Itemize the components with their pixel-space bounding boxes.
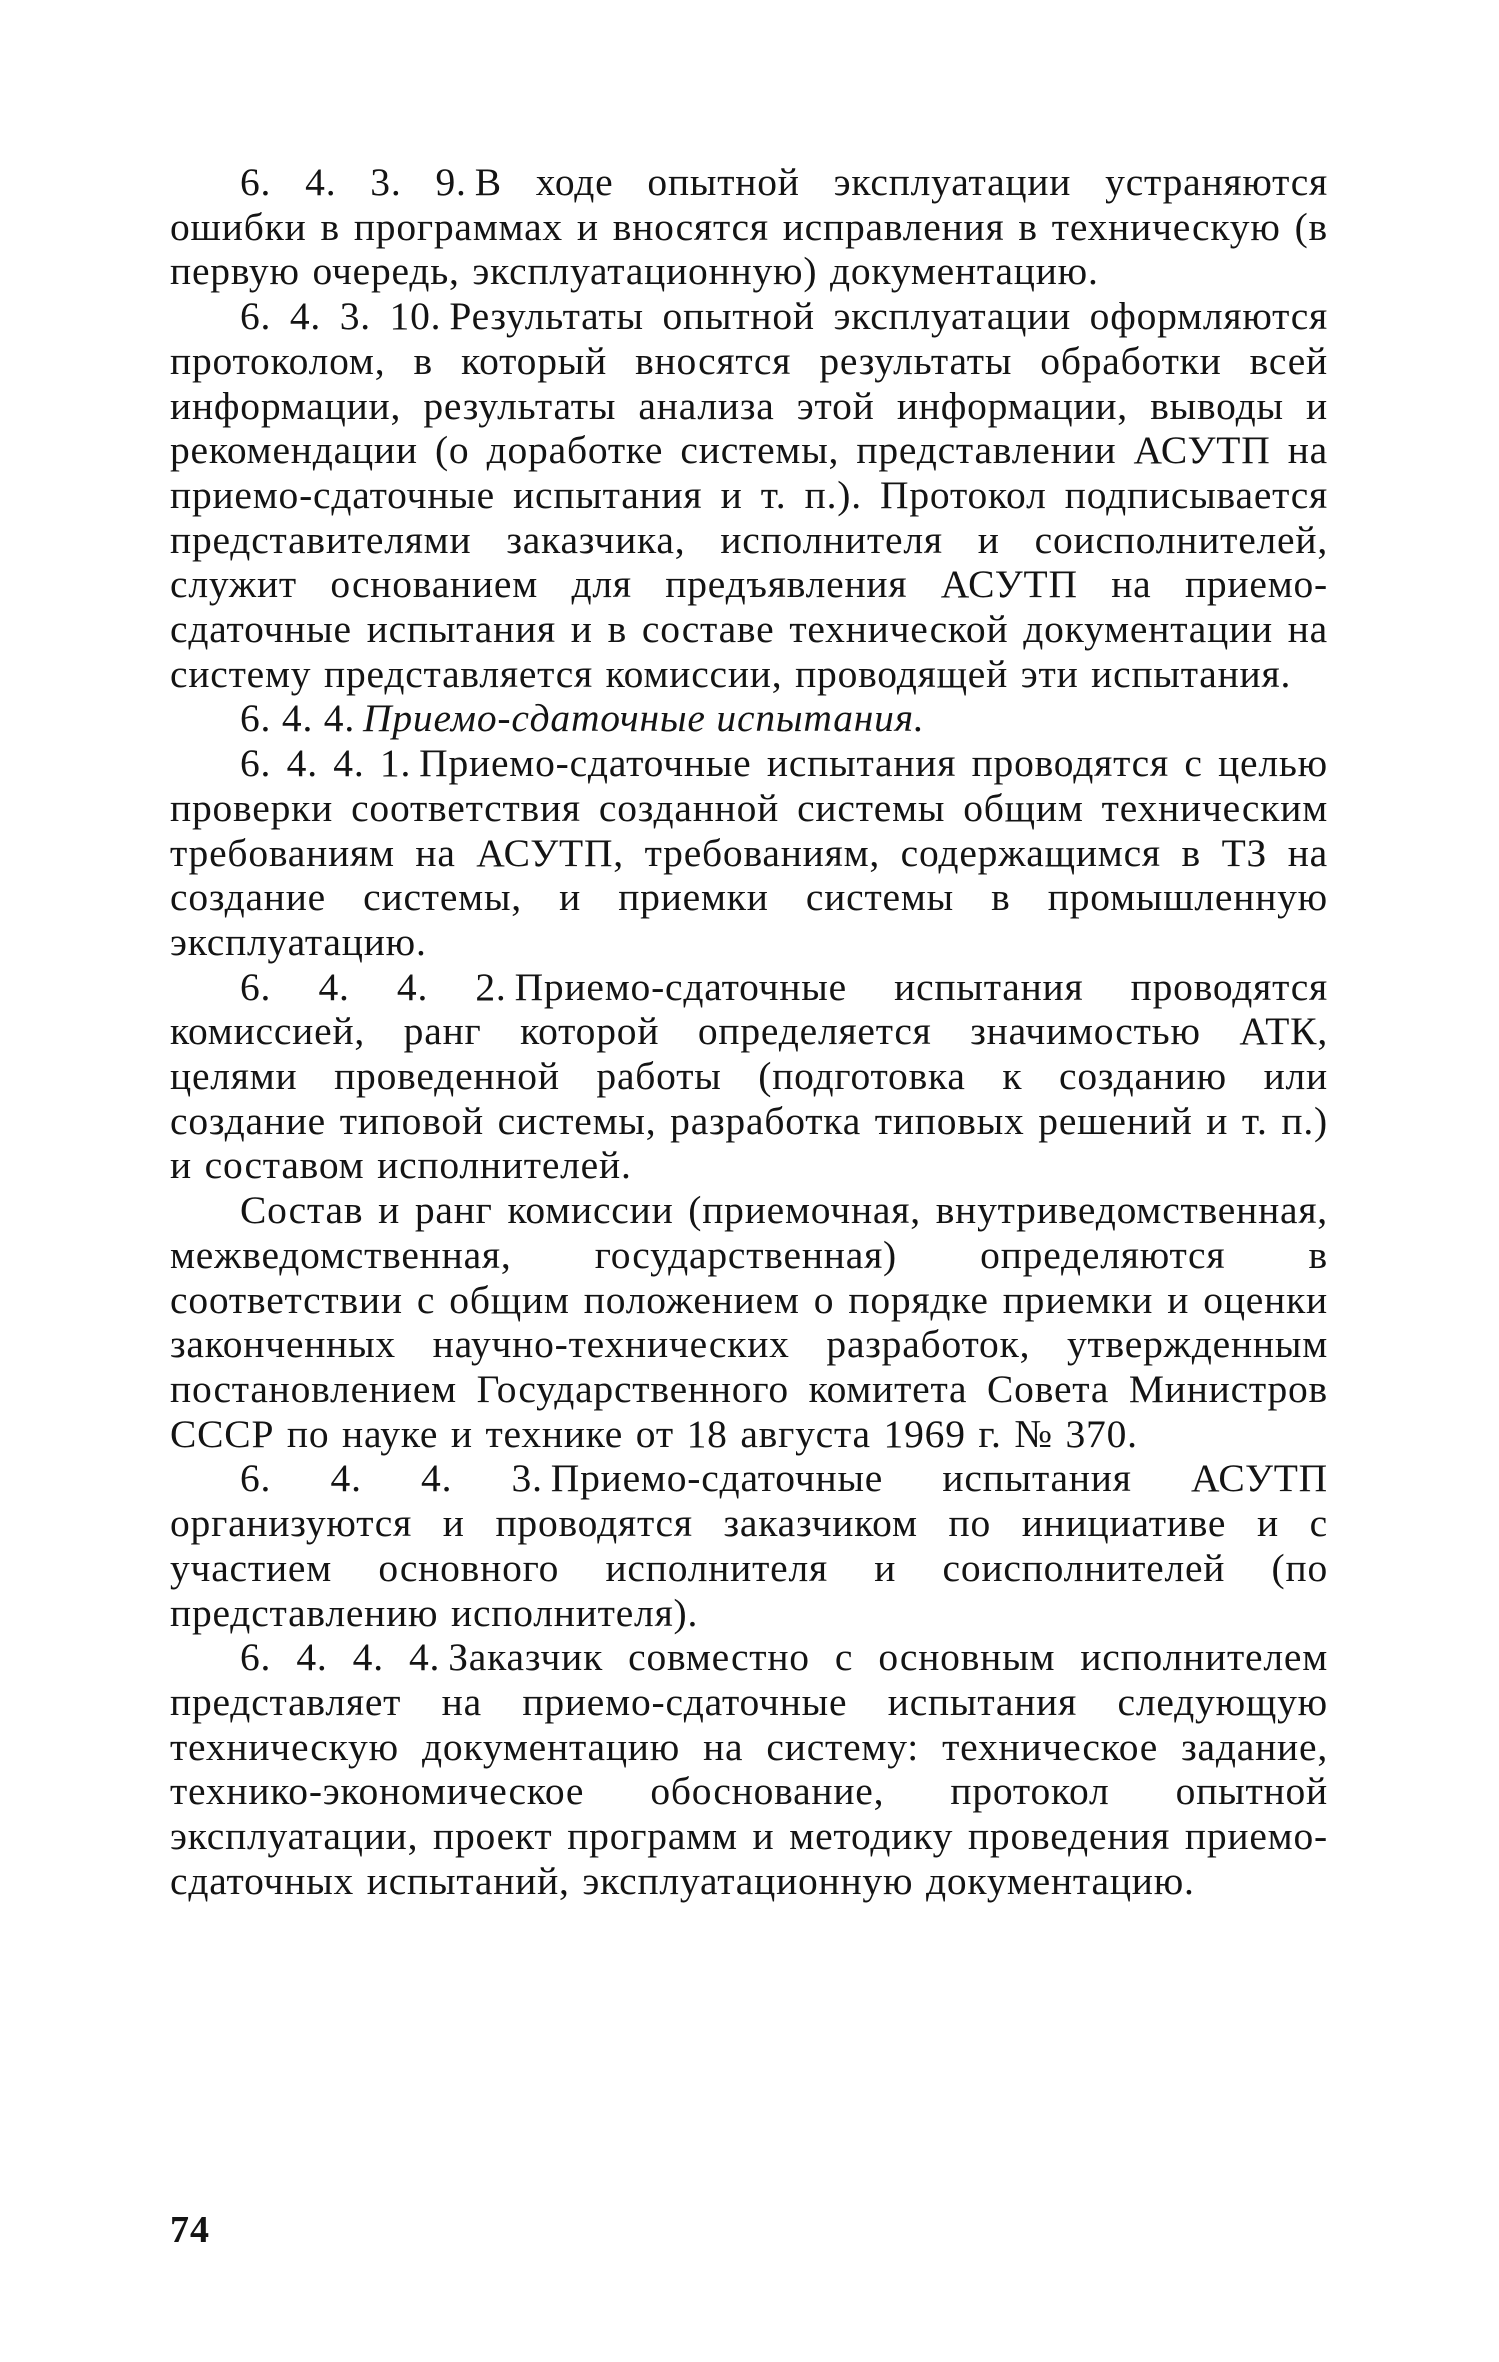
clause-number: 6. 4. 4. 3. [240, 1456, 543, 1501]
paragraph-commission-composition [170, 1188, 1328, 1456]
paragraph-text: Приемо-сдаточные испытания проводятся с целью проверки соответствия созданной системы общим техническим требованиям на АСУТП, требованиям, содержащимся в ТЗ на создание системы, и приемки системы в промышленную эксплуатацию. [170, 741, 1328, 964]
paragraph-text: Приемо-сдаточные испытания АСУТП организуются и проводятся заказчиком по инициативе и с участием основного исполнителя и соисполнителей (по представлению исполнителя). [170, 1456, 1328, 1635]
page-number: 74 [170, 2209, 210, 2251]
section-heading-6-4-4 [170, 696, 1328, 741]
paragraph-text: Приемо-сдаточные испытания проводятся комиссией, ранг которой определяется значимостью АТК, целями проведенной работы (подготовка к созданию или создание типовой системы, разработка типовых решений и т. п.) и составом исполнителей. [170, 964, 1328, 1188]
document-body [170, 160, 1328, 1903]
paragraph-6-4-4-4 [170, 1635, 1328, 1903]
paragraph-6-4-3-10 [170, 294, 1328, 696]
paragraph-6-4-4-3 [170, 1456, 1328, 1635]
clause-number: 6. 4. 4. 2. [240, 964, 507, 1009]
paragraph-text: Заказчик совместно с основным исполнителем представляет на приемо-сдаточные испытания следующую техническую документацию на систему: техническое задание, технико-экономическое обоснование, протокол опытной эксплуатации, проект программ и методику проведения приемо-сдаточных испытаний, эксплуатационную документацию. [170, 1635, 1328, 1903]
paragraph-text: В ходе опытной эксплуатации устраняются ошибки в программах и вносятся исправления в техническую (в первую очередь, эксплуатационную) документацию. [170, 160, 1328, 294]
clause-number: 6. 4. 4. [240, 696, 356, 741]
paragraph-6-4-4-1 [170, 741, 1328, 965]
clause-number: 6. 4. 4. 1. [240, 741, 412, 786]
paragraph-6-4-4-2 [170, 965, 1328, 1189]
clause-number: 6. 4. 3. 9. [240, 160, 467, 204]
paragraph-text: Состав и ранг комиссии (приемочная, внутриведомственная, межведомственная, государственная) определяются в соответствии с общим положением о порядке приемки и оценки законченных научно-технических разработок, утвержденным постановлением Государственного комитета Совета Министров СССР по науке и технике от 18 августа 1969 г. № 370. [170, 1188, 1328, 1456]
clause-number: 6. 4. 4. 4. [240, 1635, 441, 1680]
section-title: Приемо-сдаточные испытания. [363, 696, 925, 741]
paragraph-6-4-3-9 [170, 160, 1328, 294]
clause-number: 6. 4. 3. 10. [240, 294, 442, 339]
paragraph-text: Результаты опытной эксплуатации оформляются протоколом, в который вносятся результаты обработки всей информации, результаты анализа этой информации, выводы и рекомендации (о доработке системы, представлении АСУТП на приемо-сдаточные испытания и т. п.). Протокол подписывается представителями заказчика, исполнителя и соисполнителей, служит основанием для предъявления АСУТП на приемо-сдаточные испытания и в составе технической документации на систему представляется комиссии, проводящей эти испытания. [170, 294, 1328, 696]
